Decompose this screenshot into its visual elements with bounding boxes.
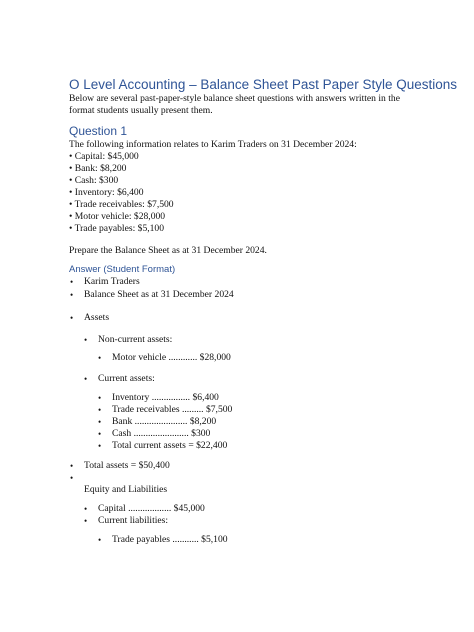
bullet-icon: •: [84, 335, 88, 345]
current-liability-item: Trade payables ........... $5,100: [112, 534, 228, 545]
question-item: • Inventory: $6,400: [69, 187, 144, 198]
non-current-assets-label: Non-current assets:: [98, 334, 173, 345]
non-current-item: Motor vehicle ............ $28,000: [112, 352, 231, 363]
bullet-icon: •: [98, 535, 102, 545]
current-asset-item: Bank ...................... $8,200: [112, 416, 217, 427]
bullet-icon: •: [84, 374, 88, 384]
bullet-icon: •: [70, 290, 74, 300]
bullet-icon: •: [70, 461, 74, 471]
bullet-icon: •: [84, 516, 88, 526]
total-current-assets: Total current assets = $22,400: [112, 440, 228, 451]
bullet-icon: •: [84, 504, 88, 514]
question-item: • Capital: $45,000: [69, 151, 139, 162]
total-assets: Total assets = $50,400: [84, 460, 170, 471]
question-heading: Question 1: [69, 124, 128, 138]
answer-heading: Answer (Student Format): [69, 264, 176, 275]
question-lead: The following information relates to Karim Traders on 31 December 2024:: [69, 139, 357, 150]
question-item: • Trade receivables: $7,500: [69, 199, 174, 210]
question-item: • Cash: $300: [69, 175, 119, 186]
bullet-icon: •: [70, 473, 74, 483]
intro-line-1: Below are several past-paper-style balance sheet questions with answers written in the: [69, 93, 400, 104]
question-item: • Bank: $8,200: [69, 163, 127, 174]
current-asset-item: Trade receivables ......... $7,500: [112, 404, 233, 415]
page-title: O Level Accounting – Balance Sheet Past Paper Style Questions: [69, 77, 457, 92]
intro-line-2: format students usually present them.: [69, 105, 213, 116]
bullet-icon: •: [70, 313, 74, 323]
equity-liabilities-label: Equity and Liabilities: [84, 484, 168, 495]
bullet-icon: •: [98, 405, 102, 415]
current-assets-label: Current assets:: [98, 373, 155, 384]
bullet-icon: •: [70, 277, 74, 287]
bullet-icon: •: [98, 429, 102, 439]
assets-label: Assets: [84, 312, 110, 323]
current-asset-item: Cash ....................... $300: [112, 428, 211, 439]
equity-item: Capital .................. $45,000: [98, 503, 205, 514]
bullet-icon: •: [98, 417, 102, 427]
question-instruction: Prepare the Balance Sheet as at 31 December 2024.: [69, 245, 267, 256]
business-name: Karim Traders: [84, 276, 140, 287]
bullet-icon: •: [98, 441, 102, 451]
balance-sheet-title: Balance Sheet as at 31 December 2024: [84, 289, 234, 300]
bullet-icon: •: [98, 393, 102, 403]
question-item: • Trade payables: $5,100: [69, 223, 165, 234]
question-item: • Motor vehicle: $28,000: [69, 211, 166, 222]
current-asset-item: Inventory ................ $6,400: [112, 392, 219, 403]
bullet-icon: •: [98, 353, 102, 363]
current-liabilities-label: Current liabilities:: [98, 515, 169, 526]
